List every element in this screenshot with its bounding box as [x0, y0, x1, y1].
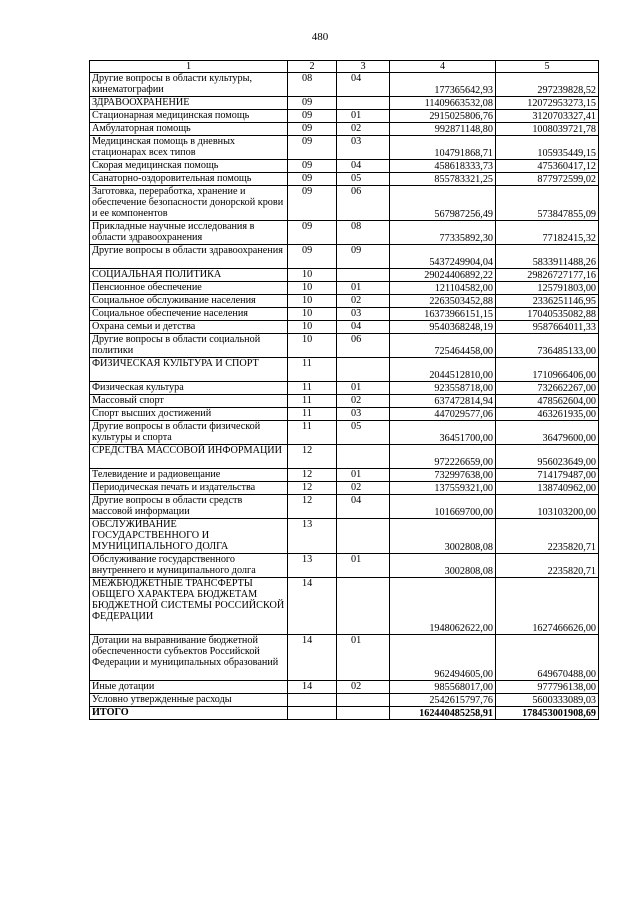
row-amount-year-2: 2336251146,95 — [496, 295, 599, 308]
row-section — [288, 694, 337, 707]
header-col-3: 3 — [337, 61, 390, 73]
row-amount-year-2: 297239828,52 — [496, 73, 599, 97]
row-amount-year-1: 2044512810,00 — [390, 358, 496, 382]
row-name: Социальное обеспечение населения — [90, 308, 288, 321]
table-row — [90, 173, 599, 186]
row-name: Другие вопросы в области культуры, кинематографии — [90, 73, 288, 97]
table-row — [90, 681, 599, 694]
row-amount-year-2: 125791803,00 — [496, 282, 599, 295]
row-subsection — [337, 269, 390, 282]
table-row — [90, 694, 599, 707]
row-name: Другие вопросы в области социальной политики — [90, 334, 288, 358]
row-name: Охрана семьи и детства — [90, 321, 288, 334]
table-row — [90, 186, 599, 221]
row-name: СРЕДСТВА МАССОВОЙ ИНФОРМАЦИИ — [90, 445, 288, 469]
row-amount-year-1: 3002808,08 — [390, 519, 496, 554]
row-name: Физическая культура — [90, 382, 288, 395]
row-amount-year-2: 573847855,09 — [496, 186, 599, 221]
row-amount-year-1: 11409663532,08 — [390, 97, 496, 110]
table-row — [90, 221, 599, 245]
row-amount-year-2: 5833911488,26 — [496, 245, 599, 269]
header-col-2: 2 — [288, 61, 337, 73]
table-row — [90, 469, 599, 482]
row-subsection: 02 — [337, 681, 390, 694]
row-subsection: 03 — [337, 408, 390, 421]
row-section: 14 — [288, 578, 337, 635]
row-name: Скорая медицинская помощь — [90, 160, 288, 173]
row-name: ФИЗИЧЕСКАЯ КУЛЬТУРА И СПОРТ — [90, 358, 288, 382]
row-subsection — [337, 519, 390, 554]
row-amount-year-2: 103103200,00 — [496, 495, 599, 519]
row-subsection — [337, 358, 390, 382]
row-section — [288, 707, 337, 720]
table-row — [90, 395, 599, 408]
row-amount-year-2: 1627466626,00 — [496, 578, 599, 635]
row-subsection: 04 — [337, 321, 390, 334]
row-section: 11 — [288, 382, 337, 395]
table-row — [90, 421, 599, 445]
table-row — [90, 160, 599, 173]
row-section: 09 — [288, 173, 337, 186]
table-row — [90, 308, 599, 321]
row-name: Дотации на выравнивание бюджетной обеспеченности субъектов Российской Федерации и муниципальных образований — [90, 635, 288, 681]
row-subsection: 03 — [337, 308, 390, 321]
row-section: 09 — [288, 110, 337, 123]
row-amount-year-1: 2542615797,76 — [390, 694, 496, 707]
row-amount-year-1: 5437249904,04 — [390, 245, 496, 269]
row-subsection: 04 — [337, 160, 390, 173]
table-row — [90, 110, 599, 123]
row-amount-year-2: 178453001908,69 — [496, 707, 599, 720]
row-section: 08 — [288, 73, 337, 97]
row-subsection — [337, 445, 390, 469]
row-section: 10 — [288, 269, 337, 282]
row-section: 09 — [288, 136, 337, 160]
header-col-1: 1 — [90, 61, 288, 73]
row-amount-year-2: 649670488,00 — [496, 635, 599, 681]
table-row — [90, 321, 599, 334]
row-section: 10 — [288, 321, 337, 334]
row-section: 12 — [288, 495, 337, 519]
row-amount-year-1: 567987256,49 — [390, 186, 496, 221]
row-amount-year-1: 458618333,73 — [390, 160, 496, 173]
row-name: Периодическая печать и издательства — [90, 482, 288, 495]
table-row — [90, 269, 599, 282]
row-amount-year-1: 637472814,94 — [390, 395, 496, 408]
row-subsection — [337, 694, 390, 707]
table-row — [90, 245, 599, 269]
row-amount-year-2: 77182415,32 — [496, 221, 599, 245]
row-subsection: 05 — [337, 421, 390, 445]
row-subsection — [337, 97, 390, 110]
row-section: 10 — [288, 282, 337, 295]
row-section: 10 — [288, 334, 337, 358]
row-name: Заготовка, переработка, хранение и обеспечение безопасности донорской крови и ее компонентов — [90, 186, 288, 221]
row-subsection — [337, 707, 390, 720]
row-name: Другие вопросы в области здравоохранения — [90, 245, 288, 269]
header-col-5: 5 — [496, 61, 599, 73]
row-amount-year-1: 9540368248,19 — [390, 321, 496, 334]
budget-table — [89, 60, 599, 720]
row-subsection: 08 — [337, 221, 390, 245]
row-amount-year-1: 16373966151,15 — [390, 308, 496, 321]
row-section: 09 — [288, 221, 337, 245]
row-section: 11 — [288, 421, 337, 445]
table-row — [90, 408, 599, 421]
row-amount-year-2: 478562604,00 — [496, 395, 599, 408]
row-name: Другие вопросы в области средств массовой информации — [90, 495, 288, 519]
row-amount-year-1: 2915025806,76 — [390, 110, 496, 123]
row-subsection: 02 — [337, 123, 390, 136]
row-name: СОЦИАЛЬНАЯ ПОЛИТИКА — [90, 269, 288, 282]
row-amount-year-1: 855783321,25 — [390, 173, 496, 186]
row-amount-year-1: 972226659,00 — [390, 445, 496, 469]
row-subsection: 01 — [337, 282, 390, 295]
row-amount-year-1: 36451700,00 — [390, 421, 496, 445]
table-row — [90, 707, 599, 720]
row-subsection: 01 — [337, 469, 390, 482]
row-amount-year-2: 36479600,00 — [496, 421, 599, 445]
row-name: Прикладные научные исследования в области здравоохранения — [90, 221, 288, 245]
row-section: 12 — [288, 469, 337, 482]
row-section: 09 — [288, 160, 337, 173]
row-section: 14 — [288, 681, 337, 694]
row-amount-year-1: 923558718,00 — [390, 382, 496, 395]
row-section: 13 — [288, 519, 337, 554]
row-subsection: 06 — [337, 186, 390, 221]
row-amount-year-1: 985568017,00 — [390, 681, 496, 694]
row-amount-year-2: 17040535082,88 — [496, 308, 599, 321]
row-subsection: 09 — [337, 245, 390, 269]
table-row — [90, 73, 599, 97]
row-amount-year-1: 2263503452,88 — [390, 295, 496, 308]
row-amount-year-2: 2235820,71 — [496, 554, 599, 578]
row-amount-year-1: 177365642,93 — [390, 73, 496, 97]
row-subsection: 02 — [337, 482, 390, 495]
row-subsection: 03 — [337, 136, 390, 160]
row-name: Медицинская помощь в дневных стационарах всех типов — [90, 136, 288, 160]
table-row — [90, 136, 599, 160]
row-amount-year-2: 877972599,02 — [496, 173, 599, 186]
row-name: ОБСЛУЖИВАНИЕ ГОСУДАРСТВЕННОГО И МУНИЦИПАЛЬНОГО ДОЛГА — [90, 519, 288, 554]
row-amount-year-2: 736485133,00 — [496, 334, 599, 358]
row-amount-year-1: 992871148,80 — [390, 123, 496, 136]
row-amount-year-1: 725464458,00 — [390, 334, 496, 358]
row-subsection: 04 — [337, 495, 390, 519]
row-amount-year-2: 5600333089,03 — [496, 694, 599, 707]
page-number: 480 — [311, 31, 329, 43]
row-section: 12 — [288, 445, 337, 469]
row-subsection: 01 — [337, 554, 390, 578]
row-amount-year-2: 1710966406,00 — [496, 358, 599, 382]
row-amount-year-2: 475360417,12 — [496, 160, 599, 173]
row-amount-year-2: 1008039721,78 — [496, 123, 599, 136]
row-name: Телевидение и радиовещание — [90, 469, 288, 482]
row-subsection: 05 — [337, 173, 390, 186]
row-amount-year-1: 1948062622,00 — [390, 578, 496, 635]
row-section: 13 — [288, 554, 337, 578]
row-subsection: 01 — [337, 110, 390, 123]
table-row — [90, 495, 599, 519]
row-amount-year-2: 9587664011,33 — [496, 321, 599, 334]
row-section: 09 — [288, 97, 337, 110]
row-subsection: 02 — [337, 395, 390, 408]
row-amount-year-2: 2235820,71 — [496, 519, 599, 554]
row-amount-year-2: 138740962,00 — [496, 482, 599, 495]
row-amount-year-2: 3120703327,41 — [496, 110, 599, 123]
row-subsection: 04 — [337, 73, 390, 97]
row-name: ЗДРАВООХРАНЕНИЕ — [90, 97, 288, 110]
row-amount-year-1: 732997638,00 — [390, 469, 496, 482]
row-name: Стационарная медицинская помощь — [90, 110, 288, 123]
row-section: 11 — [288, 358, 337, 382]
row-section: 10 — [288, 295, 337, 308]
row-name: Обслуживание государственного внутреннего и муниципального долга — [90, 554, 288, 578]
row-amount-year-1: 137559321,00 — [390, 482, 496, 495]
table-body — [90, 73, 599, 720]
row-section: 09 — [288, 123, 337, 136]
row-name: Условно утвержденные расходы — [90, 694, 288, 707]
row-name: Другие вопросы в области физической культуры и спорта — [90, 421, 288, 445]
row-amount-year-2: 956023649,00 — [496, 445, 599, 469]
row-name: Массовый спорт — [90, 395, 288, 408]
row-amount-year-2: 732662267,00 — [496, 382, 599, 395]
row-amount-year-1: 77335892,30 — [390, 221, 496, 245]
table-row — [90, 123, 599, 136]
row-amount-year-1: 121104582,00 — [390, 282, 496, 295]
table-row — [90, 482, 599, 495]
row-amount-year-1: 162440485258,91 — [390, 707, 496, 720]
row-amount-year-1: 101669700,00 — [390, 495, 496, 519]
table-row — [90, 295, 599, 308]
row-amount-year-1: 962494605,00 — [390, 635, 496, 681]
table-row — [90, 382, 599, 395]
row-subsection: 01 — [337, 635, 390, 681]
row-name: Спорт высших достижений — [90, 408, 288, 421]
row-section: 10 — [288, 308, 337, 321]
row-name: Социальное обслуживание населения — [90, 295, 288, 308]
row-section: 11 — [288, 408, 337, 421]
row-name: Пенсионное обеспечение — [90, 282, 288, 295]
row-subsection: 01 — [337, 382, 390, 395]
table-row — [90, 635, 599, 681]
row-section: 09 — [288, 245, 337, 269]
table-row — [90, 97, 599, 110]
table-row — [90, 334, 599, 358]
row-amount-year-1: 29024406892,22 — [390, 269, 496, 282]
table-row — [90, 554, 599, 578]
row-name: ИТОГО — [90, 707, 288, 720]
row-section: 12 — [288, 482, 337, 495]
row-amount-year-2: 714179487,00 — [496, 469, 599, 482]
row-name: Амбулаторная помощь — [90, 123, 288, 136]
table-row — [90, 445, 599, 469]
row-amount-year-1: 447029577,06 — [390, 408, 496, 421]
row-amount-year-2: 463261935,00 — [496, 408, 599, 421]
row-amount-year-2: 12072953273,15 — [496, 97, 599, 110]
row-amount-year-2: 29826727177,16 — [496, 269, 599, 282]
row-name: МЕЖБЮДЖЕТНЫЕ ТРАНСФЕРТЫ ОБЩЕГО ХАРАКТЕРА БЮДЖЕТАМ БЮДЖЕТНОЙ СИСТЕМЫ РОССИЙСКОЙ ФЕДЕРАЦИИ — [90, 578, 288, 635]
row-subsection: 06 — [337, 334, 390, 358]
row-amount-year-1: 104791868,71 — [390, 136, 496, 160]
row-subsection — [337, 578, 390, 635]
row-amount-year-2: 105935449,15 — [496, 136, 599, 160]
row-subsection: 02 — [337, 295, 390, 308]
table-row — [90, 578, 599, 635]
row-amount-year-2: 977796138,00 — [496, 681, 599, 694]
row-name: Санаторно-оздоровительная помощь — [90, 173, 288, 186]
row-section: 14 — [288, 635, 337, 681]
row-section: 09 — [288, 186, 337, 221]
row-amount-year-1: 3002808,08 — [390, 554, 496, 578]
header-col-4: 4 — [390, 61, 496, 73]
table-row — [90, 358, 599, 382]
table-row — [90, 282, 599, 295]
row-section: 11 — [288, 395, 337, 408]
row-name: Иные дотации — [90, 681, 288, 694]
table-header-row — [90, 61, 599, 73]
table-row — [90, 519, 599, 554]
